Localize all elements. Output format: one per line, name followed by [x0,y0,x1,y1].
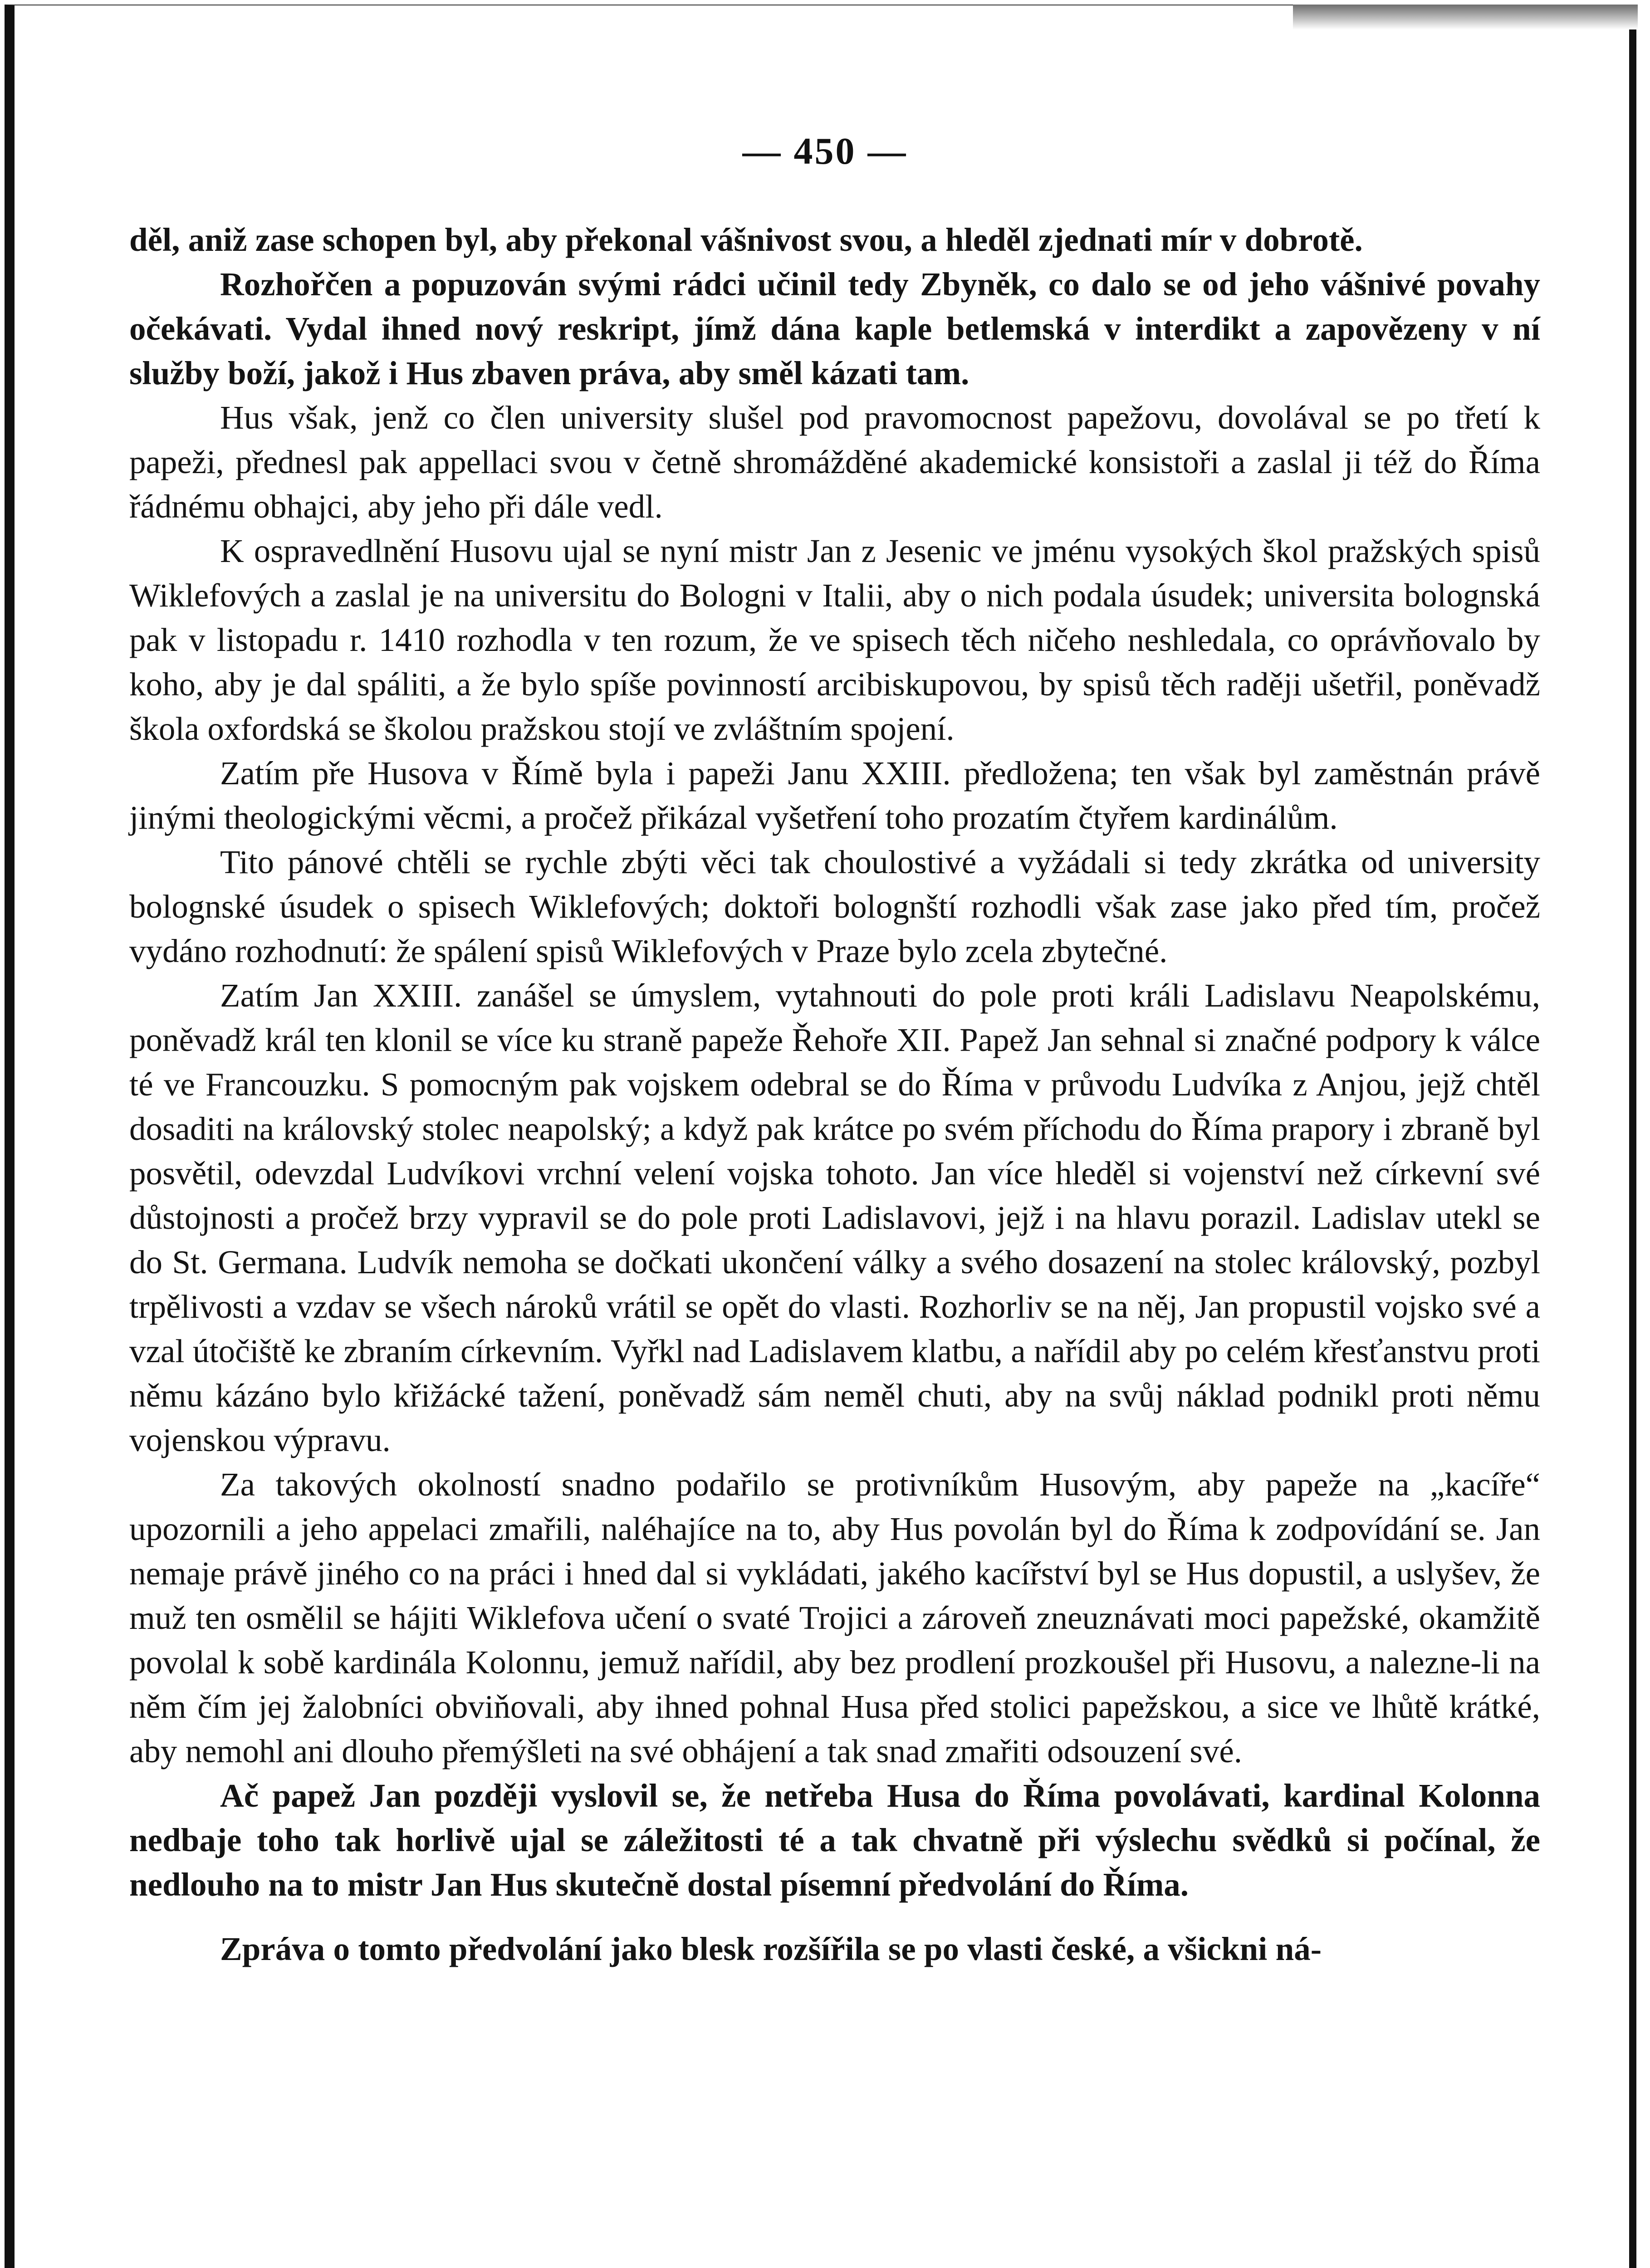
page-number: — 450 — [742,130,908,172]
paragraph-4: K ospravedlnění Husovu ujal se nyní mistr Jan z Jesenic ve jménu vysokých škol pražských spisů Wiklefových a zaslal je na universitu do Bologni v Italii, aby o nich podala úsudek; universita bolognská pak v listopadu r. 1410 rozhodla v ten rozum, že ve spisech těch ničeho neshledala, co oprávňovalo by koho, aby je dal spáliti, a že bylo spíše povinností arcibiskupovou, by spisů těch raději ušetřil, poněvadž škola oxfordská se školou pražskou stojí ve zvláštním spojení. [129,533,1540,747]
paragraph-7: Zatím Jan XXIII. zanášel se úmyslem, vytahnouti do pole proti králi Ladislavu Neapolskému, poněvadž král ten klonil se více ku straně papeže Řehoře XII. Papež Jan sehnal si značné podpory k válce té ve Francouzku. S pomocným pak vojskem odebral se do Říma v průvodu Ludvíka z Anjou, jejž chtěl dosaditi na královský stolec neapolský; a když pak krátce po svém příchodu do Říma prapory i zbraně byl posvětil, odevzdal Ludvíkovi vrchní velení vojska tohoto. Jan více hleděl si vojenství než církevní své důstojnosti a pročež brzy vypravil se do pole proti Ladislavovi, jejž i na hlavu porazil. Ladislav utekl se do St. Germana. Ludvík nemoha se dočkati ukončení války a svého dosazení na stolec královský, pozbyl trpělivosti a vzdav se všech nároků vrátil se opět do vlasti. Rozhorliv se na něj, Jan propustil vojsko své a vzal útočiště ke zbraním církevním. Vyřkl nad Ladislavem klatbu, a nařídil aby po celém křesťanstvu proti němu kázáno bylo křižácké tažení, poněvadž sám neměl chuti, aby na svůj náklad podnikl proti němu vojenskou výpravu. [129,977,1540,1458]
scan-edge-shadow [1293,5,1638,29]
paragraph-9: Ač papež Jan později vyslovil se, že netřeba Husa do Říma povolávati, kardinal Kolonna nedbaje toho tak horlivě ujal se záležitosti té a tak chvatně při výslechu svědků si počínal, že nedlouho na to mistr Jan Hus skutečně dostal písemní předvolání do Říma. [129,1777,1540,1903]
paragraph-5: Zatím pře Husova v Římě byla i papeži Janu XXIII. předložena; ten však byl zaměstnán právě jinými theologickými věcmi, a pročež přikázal vyšetření toho prozatím čtyřem kardinálům. [129,755,1540,836]
paragraph-8: Za takových okolností snadno podařilo se protivníkům Husovým, aby papeže na „kacíře“ upozornili a jeho appelaci zmařili, naléhajíce na to, aby Hus povolán byl do Říma k zodpovídání se. Jan nemaje právě jiného co na práci i hned dal si vykládati, jakého kacířství byl se Hus dopustil, a uslyšev, že muž ten osmělil se hájiti Wiklefova učení o svaté Trojici a zároveň zneuznávati moci papežské, okamžitě povolal k sobě kardinála Kolonnu, jemuž nařídil, aby bez prodlení prozkoušel při Husovu, a nalezne-li na něm čím jej žalobníci obviňovali, aby ihned pohnal Husa před stolici papežskou, a sice ve lhůtě krátké, aby nemohl ani dlouho přemýšleti na své obhájení a tak snad zmařiti odsouzení své. [129,1466,1540,1769]
paragraph-1: děl, aniž zase schopen byl, aby překonal vášnivost svou, a hleděl zjednati mír v dobrotě. [129,221,1363,258]
page-text-body [129,218,1540,1971]
paragraph-3: Hus však, jenž co člen university slušel pod pravomocnost papežovu, dovolával se po třetí k papeži, přednesl pak appellaci svou v četně shromážděné akademické konsistoři a zaslal ji též do Říma řádnému obhajci, aby jeho při dále vedl. [129,399,1540,525]
paragraph-2: Rozhořčen a popuzován svými rádci učinil tedy Zbyněk, co dalo se od jeho vášnivé povahy očekávati. Vydal ihned nový reskript, jímž dána kaple betlemská v interdikt a zapovězeny v ní služby boží, jakož i Hus zbaven práva, aby směl kázati tam. [129,266,1540,391]
paragraph-6: Tito pánové chtěli se rychle zbýti věci tak choulostivé a vyžádali si tedy zkrátka od university bolognské úsudek o spisech Wiklefových; doktoři bolognští rozhodli však zase jako před tím, pročež vydáno rozhodnutí: že spálení spisů Wiklefových v Praze bylo zcela zbytečné. [129,844,1540,969]
paragraph-10: Zpráva o tomto předvolání jako blesk rozšířila se po vlasti české, a všickni ná- [220,1931,1322,1967]
